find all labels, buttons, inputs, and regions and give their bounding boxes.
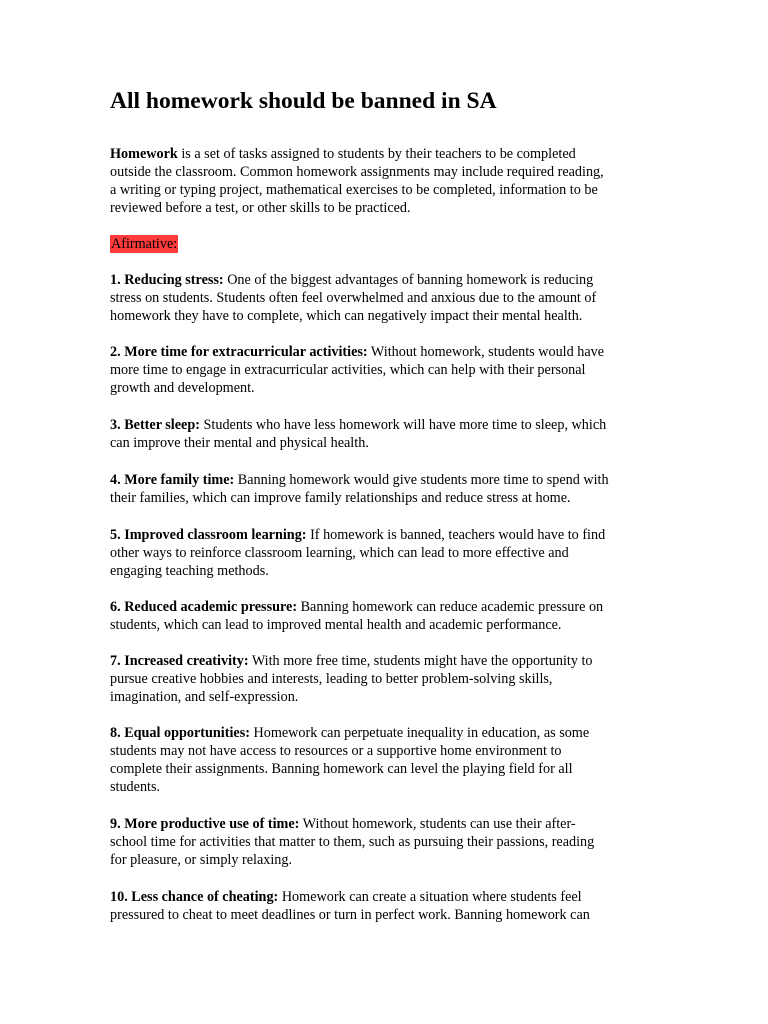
point-text: One of the biggest advantages of banning homework is reducing <box>223 272 594 288</box>
point-heading: 10. Less chance of cheating: <box>110 889 279 905</box>
argument-point-7 <box>110 652 670 706</box>
point-heading: 4. More family time: <box>110 472 235 488</box>
document-title: All homework should be banned in SA <box>110 88 497 114</box>
point-line: more time to engage in extracurricular activities, which can help with their personal <box>110 362 586 378</box>
intro-line-4: reviewed before a test, or other skills to be practiced. <box>110 200 411 216</box>
argument-point-1 <box>110 271 670 325</box>
argument-point-4 <box>110 471 670 507</box>
argument-point-6 <box>110 598 670 634</box>
point-line: pursue creative hobbies and interests, leading to better problem-solving skills, <box>110 671 553 687</box>
point-heading: 5. Improved classroom learning: <box>110 527 307 543</box>
point-line: for pleasure, or simply relaxing. <box>110 852 293 868</box>
argument-point-9 <box>110 815 670 869</box>
point-line: engaging teaching methods. <box>110 563 269 579</box>
point-text: Banning homework would give students more time to spend with <box>234 472 609 488</box>
point-line: imagination, and self-expression. <box>110 689 299 705</box>
point-line: school time for activities that matter to them, such as pursuing their passions, reading <box>110 834 595 850</box>
point-line: students. <box>110 779 161 795</box>
point-line: growth and development. <box>110 380 255 396</box>
intro-paragraph <box>110 145 662 217</box>
point-line: other ways to reinforce classroom learning, which can lead to more effective and <box>110 545 569 561</box>
point-line <box>110 471 670 489</box>
argument-point-3 <box>110 416 670 452</box>
point-line: homework they have to complete, which can negatively impact their mental health. <box>110 308 583 324</box>
point-text: Banning homework can reduce academic pressure on <box>297 599 604 615</box>
point-heading: 2. More time for extracurricular activities: <box>110 344 368 360</box>
intro-line-1-text: is a set of tasks assigned to students by their teachers to be completed <box>177 146 576 162</box>
intro-line-1 <box>110 145 662 163</box>
argument-point-5 <box>110 526 670 580</box>
point-line: pressured to cheat to meet deadlines or turn in perfect work. Banning homework can <box>110 907 590 923</box>
point-line <box>110 271 670 289</box>
point-heading: 1. Reducing stress: <box>110 272 224 288</box>
point-heading: 9. More productive use of time: <box>110 816 300 832</box>
point-line: their families, which can improve family relationships and reduce stress at home. <box>110 490 571 506</box>
point-line <box>110 598 670 616</box>
point-line <box>110 416 670 434</box>
point-text: If homework is banned, teachers would have to find <box>306 527 606 543</box>
point-text: Without homework, students would have <box>367 344 605 360</box>
affirmative-label: Afirmative: <box>111 236 178 252</box>
point-line <box>110 815 670 833</box>
point-line: can improve their mental and physical health. <box>110 435 369 451</box>
point-line: students may not have access to resources or a supportive home environment to <box>110 743 562 759</box>
point-line <box>110 888 670 906</box>
point-heading: 7. Increased creativity: <box>110 653 249 669</box>
point-line: complete their assignments. Banning homework can level the playing field for all <box>110 761 573 777</box>
point-heading: 3. Better sleep: <box>110 417 200 433</box>
point-text: Homework can perpetuate inequality in education, as some <box>249 725 590 741</box>
point-text: Homework can create a situation where students feel <box>278 889 582 905</box>
point-line: stress on students. Students often feel overwhelmed and anxious due to the amount of <box>110 290 597 306</box>
argument-point-2 <box>110 343 670 397</box>
intro-line-2: outside the classroom. Common homework assignments may include required reading, <box>110 164 604 180</box>
point-text: Without homework, students can use their after- <box>299 816 576 832</box>
point-text: With more free time, students might have the opportunity to <box>248 653 593 669</box>
point-line <box>110 343 670 361</box>
point-line <box>110 526 670 544</box>
argument-point-10 <box>110 888 670 924</box>
point-line: students, which can lead to improved mental health and academic performance. <box>110 617 562 633</box>
intro-lead-term: Homework <box>110 146 178 162</box>
point-heading: 8. Equal opportunities: <box>110 725 250 741</box>
argument-point-8 <box>110 724 670 796</box>
point-text: Students who have less homework will have more time to sleep, which <box>199 417 607 433</box>
point-line <box>110 724 670 742</box>
point-heading: 6. Reduced academic pressure: <box>110 599 298 615</box>
intro-line-3: a writing or typing project, mathematical exercises to be completed, information to be <box>110 182 598 198</box>
point-line <box>110 652 670 670</box>
